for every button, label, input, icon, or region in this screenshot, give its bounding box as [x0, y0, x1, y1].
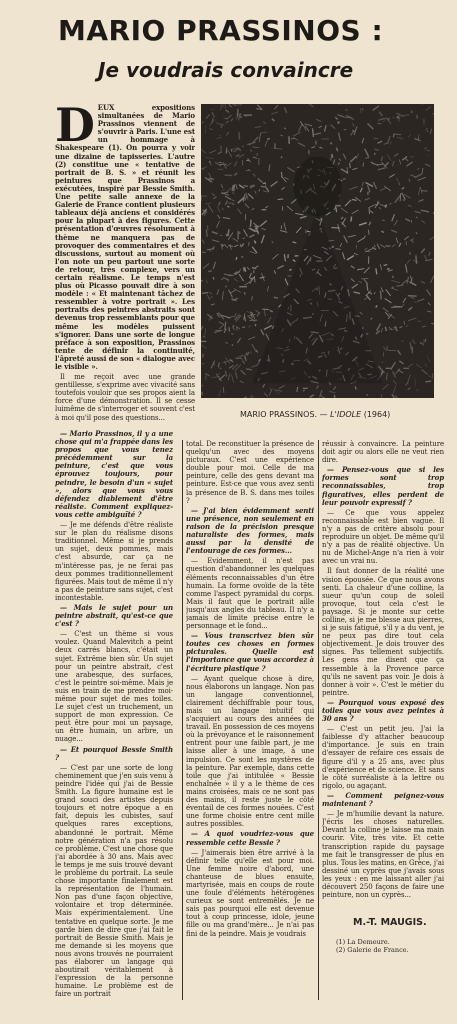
question: — A quoi voudriez-vous que ressemble cette Bessie ?: [186, 829, 314, 847]
idole-painting-image: [201, 104, 434, 398]
answer: — C'est un petit jeu. J'ai la faiblesse d'y attacher beaucoup d'importance. Je suis en train d'essayer de refaire ces essais de figure d'il y a 25 ans, avec plus d'expérience et de science. Et sans le côté surréaliste à la lettre ou rigolo, ou agaçant.: [322, 725, 444, 790]
column-2: [186, 440, 314, 1005]
column-3: [322, 440, 444, 912]
answer: — Evidemment, il n'est pas question d'abandonner les quelques éléments reconnaissables d'un être humain. La forme ovoïde de la tête comme l'aspect pyramidal du corps. Mais il faut que le portrait aille jusqu'aux angles du tableau. Il n'y a jamais de limite précise entre le personnage et le fond...: [186, 557, 314, 631]
answer: — C'est un thème si vous voulez. Quand Malevitch a peint deux carrés blancs, c'était un sujet. Extrême bien sûr. Un sujet pour un peintre abstrait, c'est une arabesque, des surfaces, c'est le peintre soi-même. Mais je suis en train de me prendre moi-même pour sujet de mes toiles. Le sujet c'est un truchement, un support de mon expression. Ce peut être pour moi un paysage, un être humain, un arbre, un nuage...: [55, 630, 173, 744]
answer: — J'aimerais bien être arrivé à la définir telle qu'elle est pour moi. Une femme noire d'abord, une chanteuse de blues ensuite, martyrisée, mais en coups de route une foule d'éléments hétérogènes curieux se sont entremêlés. Je ne sais pas pourquoi elle est devenue tout à coup princesse, idole, jeune fille ou ma grand'mère... Je n'ai pas fini de la peindre. Mais je voudrais: [186, 848, 314, 938]
photo-caption: [240, 410, 390, 419]
answer: — Je m'humilie devant la nature. J'écris les choses naturelles. Devant la colline je laisse ma main courir. Vite, très vite. Et cette transcription rapide du paysage me fait le transgresser de plus en plus. Tous les matins, en Grèce, j'ai dessiné un cyprès que j'avais sous les yeux : en me laissant aller j'ai découvert 250 façons de faire une peinture, non un cyprès...: [322, 810, 444, 900]
caption-name: MARIO PRASSINOS. —: [240, 410, 331, 419]
drop-cap: D: [55, 104, 95, 152]
artwork-photo: [201, 104, 434, 398]
column-divider: [318, 440, 319, 1000]
answer: — Je me défends d'être réaliste sur le plan du réalisme disons traditionnel. Même si je prends un sujet, deux pommes, mais c'est absurde, car ça ne m'intéresse pas, je ne ferai pas deux pommes traditionnellement figurées. Mais tout de même il n'y a pas de peinture sans sujet, c'est incontestable.: [55, 521, 173, 602]
caption-year: (1964): [361, 410, 391, 419]
answer: — Ce que vous appelez reconnaissable est bien vague. Il n'y a pas de critère absolu pour reproduire un objet. De même qu'il n'y a pas de réalité objective. Un nu de Michel-Ange n'a rien à voir avec un vrai nu.: [322, 508, 444, 566]
question: — Mais le sujet pour un peintre abstrait, qu'est-ce que c'est ?: [55, 602, 173, 629]
question: — Pensez-vous que si les formes sont trop reconnaissables, trop figuratives, elles perdent de leur pouvoir expressif ?: [322, 465, 444, 507]
headline-title: MARIO PRASSINOS :: [58, 14, 384, 47]
column-1-intro: [55, 104, 195, 428]
headline-subtitle: Je voudrais convaincre: [98, 58, 354, 82]
footnote: (2) Galerie de France.: [336, 946, 409, 954]
question: — Vous transcrivez bien sûr toutes ces choses en formes picturales. Quelle est l'importance que vous accordez à l'écriture plastique ?: [186, 631, 314, 673]
caption-work: L'IDOLE: [330, 410, 362, 419]
column-divider: [182, 440, 183, 1000]
answer: — Ayant quelque chose à dire, nous élaborons un langage. Non pas un langage conventionnel, clairement déchiffrable pour tous, mais un langage intuitif qui s'acquiert au cours des années de travail. En possession de ces moyens où la prévoyance et le raisonnement entrent pour une faible part, je me laisse aller à une image, à une impulsion. Ce sont les mystères de la peinture. Par exemple, dans cette toile que j'ai intitulée « Bessie enchaînée » il y a le thème de ces mains croisées, mais ce ne sont pas des mains, il reste juste le côté éventail de ces formes nouées. C'est une forme choisie entre cent mille autres possibles.: [186, 674, 314, 829]
answer-continued: total. De reconstituer la présence de quelqu'un avec des moyens picturaux. C'est une expérience double pour moi. Celle de ma peinture, celle des gens devant ma peinture. Est-ce que vous avez senti la présence de B. S. dans mes toiles ?: [186, 440, 314, 505]
question: — Mario Prassinos, il y a une chose qui m'a frappée dans les propos que vous tenez précédemment sur la peinture, c'est que vous éprouvez toujours, pour peindre, le besoin d'un « sujet », alors que vous vous défendez diablement d'être réaliste. Comment expliquez-vous cette ambiguïté ?: [55, 430, 173, 519]
question: — Pourquoi vous exposé des toiles que vous avez peintes à 30 ans ?: [322, 697, 444, 724]
column-1-interview: [55, 430, 173, 1005]
question: — J'ai bien évidemment senti une présence, non seulement en raison de la précision presque naturaliste des formes, mais aussi par la densité de l'entourage de ces formes...: [186, 505, 314, 556]
footnotes: [336, 938, 409, 954]
intro-paragraph: EUX expositions simultanées de Mario Prassinos viennent de s'ouvrir à Paris. L'une est un hommage à Shakespeare (1). On pourra y voir une dizaine de tapisseries. L'autre (2) constitue une « tentative de portrait de B. S. » et réunit les peintures que Prassinos a exécutées, inspiré par Bessie Smith. Une petite salle annexe de la Galerie de France contient plusieurs tableaux déjà anciens et considérés pour la plupart à des figures. Cette présentation d'œuvres résolument à thème ne manquera pas de provoquer des commentaires et des discussions, surtout au moment où l'on note un peu partout une sorte de retour, très complexe, vers un certain réalisme. Le temps n'est plus où Picasso pouvait dire à son modèle : « Et maintenant tâchez de ressembler à votre portrait ». Les portraits des peintres abstraits sont devenus trop ressemblants pour que même les modèles puissent s'ignorer. Dans une sorte de longue préface à son exposition, Prassinos tente de définir la continuité, l'âpreté aussi de son « dialogue avec le visible ».: [55, 104, 195, 371]
answer-continued: réussir à convaincre. La peinture doit agir ou alors elle ne veut rien dire.: [322, 440, 444, 465]
footnote: (1) La Demeure.: [336, 938, 390, 946]
question: — Comment peignez-vous maintenant ?: [322, 790, 444, 809]
answer: Il faut donner de la réalité une vision épousée. Ce que nous avons senti. La chaleur d'une colline, la sueur qu'un coup de soleil provoque, tout cela c'est le paysage. Si je monte sur cette colline, si je me blesse aux pierres, si je suis fatigué, s'il y a du vent, je ne peux pas dire tout cela objectivement. Je dois trouver des signes. Pas tellement subjectifs. Les gens me disent que ça ressemble à la Provence parce qu'ils ne savent pas voir. Je dois à donner à voir ». C'est le métier du peintre.: [322, 567, 444, 697]
question: — Et pourquoi Bessie Smith ?: [55, 744, 173, 762]
intro-paragraph-2: Il me reçoit avec une grande gentillesse, s'exprime avec vivacité sans toutefois vouloir que ses propos aient la force d'une démonstration. Il se cesse luimême de s'interroger et souvent c'est à moi qu'il pose des questions...: [55, 373, 195, 422]
answer: — C'est par une sorte de long cheminement que j'en suis venu à peindre l'idée qui j'ai de Bessie Smith. La figure humaine est le grand souci des artistes depuis toujours et notre époque a en fait, depuis les cubistes, sauf quelques rares exceptions, abandonné le portrait. Même notre génération n'a pas résolu ce problème. C'est une chose que j'ai abordée à 30 ans. Mais avec le temps je me suis trouvé devant le problème du portrait. La seule chose importante finalement est la représentation de l'humain. Non pas d'une façon objective, volontaire et trop déterminée. Mais expérimentalement. Une tentative en quelque sorte. Je me garde bien de dire que j'ai fait le portrait de Bessie Smith. Mais je me demande si les moyens que nous avons trouvés ne pourraient pas élaborer un langage qui aboutirait véritablement à l'expression de la personne humaine. Le problème est de faire un portrait: [55, 763, 173, 999]
author-signature: M.-T. MAUGIS.: [353, 917, 427, 928]
